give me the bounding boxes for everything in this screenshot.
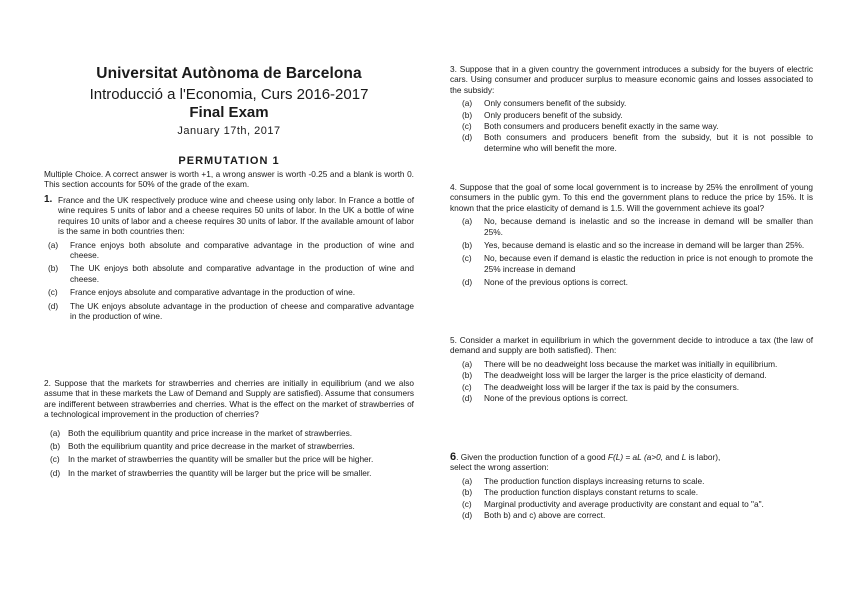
option-label: (c) [462,381,472,392]
question-2-stem [44,378,414,420]
option-label: (c) [462,498,472,509]
option-label: (a) [462,216,473,227]
option-text: France enjoys both absolute and comparative advantage in the production of wine and cheese. [70,239,414,261]
option-a[interactable] [44,428,414,438]
option-d[interactable] [450,393,813,403]
question-6 [450,452,813,521]
option-label: (c) [462,121,472,132]
question-number: 4. [450,182,457,192]
option-text: The deadweight loss will be larger the larger is the price elasticity of demand. [484,370,767,381]
option-c[interactable] [44,454,414,464]
question-4-stem [450,182,813,213]
options-list [450,216,813,287]
option-text: The production function displays constant returns to scale. [484,487,698,498]
option-label: (c) [462,253,472,264]
question-number: 3. [450,64,457,74]
question-4 [450,182,813,291]
exam-date: January 17th, 2017 [177,125,281,137]
option-b[interactable] [450,370,813,380]
option-c[interactable] [450,382,813,392]
options-list [44,428,414,479]
option-text: The UK enjoys absolute advantage in the production of cheese and comparative advantage in the production of wine. [70,300,414,322]
question-text: Consider a market in equilibrium in which the government decide to introduce a tax (the law of demand and supply are both satisfied). Then: [450,335,814,356]
course-title: Introducció a l'Economia, Curs 2016-2017 [89,86,369,103]
question-text: Suppose that in a given country the government introduces a subsidy for the buyers of electric cars. Using consumer and producer surplus to measure economic gains and losses associated to the subsidy: [450,64,813,95]
production-formula: F(L) = aL (a>0, [607,452,664,462]
option-text: In the market of strawberries the quantity will be larger but the price will be smaller. [68,467,372,478]
option-b[interactable] [450,110,813,120]
options-list [450,359,813,404]
question-text: Suppose that the markets for strawberries and cherries are initially in equilibrium (and we also assume that in these markets the Law of Demand and Supply are satisfied). Assume that consumers are indifferent between strawberries and cherries. What is the effect on the market of strawberries of a technological improvement in the production of cherries? [44,378,414,420]
options-list [450,476,813,521]
option-text: No, because even if demand is elastic the reduction in price is not enough to promote the 25% increase in demand [484,253,813,274]
option-text: There will be no deadweight loss because the market was initially in equilibrium. [484,358,778,369]
question-text: is labor), [686,452,721,462]
question-text: . Given the production function of a good [456,452,608,462]
option-label: (d) [462,510,473,521]
option-label: (d) [462,393,473,404]
question-text: Suppose that the goal of some local government is to increase by 25% the enrollment of young consumers in the public gym. To this end the government plans to reduce the price by 15%. It is known that the price elasticity of demand is 1.5. Will the government achieve its goal? [450,182,814,213]
option-text: The production function displays increasing returns to scale. [484,475,705,486]
option-b[interactable] [450,240,813,250]
question-text: France and the UK respectively produce wine and cheese using only labor. In France a bottle of wine requires 5 units of labor and a cheese requires 50 units of labor. In the UK a bottle of wine requires 10 units of labor and a cheese requires 30 units of labor. If the available amount of labor is the same in both countries then: [58,195,414,237]
option-c[interactable] [450,253,813,274]
option-text: The UK enjoys both absolute and comparative advantage in the production of wine and cheese. [70,263,414,284]
option-label: (b) [50,441,61,452]
option-d[interactable] [44,468,414,478]
option-c[interactable] [450,499,813,509]
option-label: (d) [462,132,473,143]
option-text: Both consumers and producers benefit exactly in the same way. [484,121,719,132]
option-label: (a) [462,475,473,486]
option-label: (d) [462,277,473,288]
option-text: Both consumers and producers benefit from the subsidy, but it is not possible to determine who will benefit the more. [484,132,813,153]
option-label: (c) [48,287,58,298]
option-b[interactable] [450,487,813,497]
university-name: Universitat Autònoma de Barcelona [96,65,362,82]
instructions: Multiple Choice. A correct answer is worth +1, a wrong answer is worth -0.25 and a blank is worth 0. This section accounts for 50% of the grade of the exam. [44,169,414,190]
option-label: (a) [50,427,61,438]
option-label: (a) [462,358,473,369]
question-1-stem [44,195,414,237]
labor-variable: L [681,452,687,462]
option-text: Only consumers benefit of the subsidy. [484,98,627,109]
option-label: (c) [50,454,60,465]
option-text: France enjoys absolute and comparative advantage in the production of wine. [70,287,356,298]
question-3-stem [450,64,813,95]
option-label: (d) [48,300,59,311]
exam-title: Final Exam [189,104,269,121]
question-6-stem [450,452,813,473]
options-list [44,240,414,322]
option-a[interactable] [450,476,813,486]
option-a[interactable] [44,240,414,261]
option-text: Yes, because demand is elastic and so the increase in demand will be larger than 25%. [484,240,805,251]
option-text: None of the previous options is correct. [484,277,628,288]
option-text: In the market of strawberries the quantity will be smaller but the price will be higher. [68,454,374,465]
options-list [450,98,813,153]
question-number: 5. [450,335,457,345]
option-text: No, because demand is inelastic and so the increase in demand will be smaller than 25%. [484,216,813,237]
option-b[interactable] [44,441,414,451]
question-text: select the wrong assertion: [450,462,549,473]
question-number: 6 [450,451,457,463]
question-3 [450,64,813,154]
question-5-stem [450,335,813,356]
option-label: (a) [462,98,473,109]
option-b[interactable] [44,263,414,284]
option-a[interactable] [450,216,813,237]
permutation-label: PERMUTATION 1 [178,155,280,167]
option-label: (b) [48,263,59,274]
option-text: The deadweight loss will be larger if the tax is paid by the consumers. [484,381,740,392]
option-d[interactable] [450,277,813,287]
option-label: (d) [50,467,61,478]
option-text: Only producers benefit of the subsidy. [484,109,623,120]
question-1 [44,195,414,324]
option-text: Marginal productivity and average productivity are constant and equal to "a". [484,498,764,509]
option-text: None of the previous options is correct. [484,393,628,404]
option-d[interactable] [450,510,813,520]
option-d[interactable] [450,132,813,153]
option-text: Both the equilibrium quantity and price increase in the market of strawberries. [68,427,353,438]
option-label: (a) [48,239,59,250]
option-c[interactable] [450,121,813,131]
option-c[interactable] [44,287,414,297]
option-a[interactable] [450,359,813,369]
option-label: (b) [462,240,473,251]
option-text: Both the equilibrium quantity and price decrease in the market of strawberries. [68,441,355,452]
option-label: (b) [462,109,473,120]
option-a[interactable] [450,98,813,108]
question-number: 1. [44,194,53,205]
option-text: Both b) and c) above are correct. [484,510,606,521]
question-text: and [663,452,682,462]
option-d[interactable] [44,301,414,322]
question-2 [44,378,414,481]
option-label: (b) [462,487,473,498]
question-number: 2. [44,378,51,388]
option-label: (b) [462,370,473,381]
question-5 [450,335,813,404]
